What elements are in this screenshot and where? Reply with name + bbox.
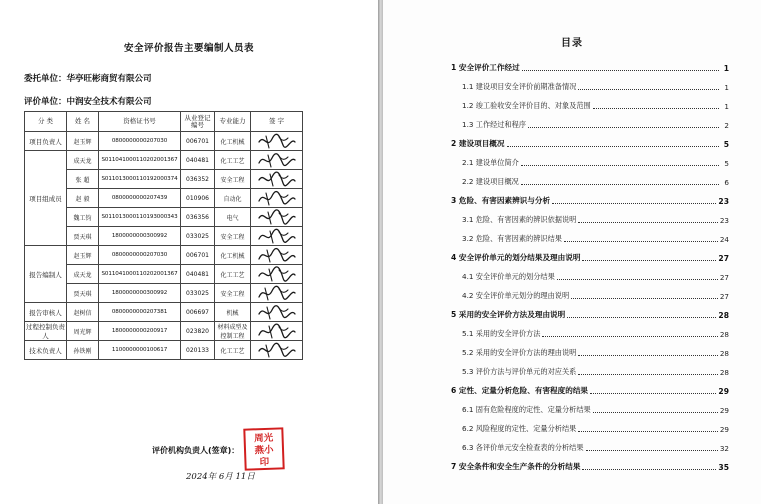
evaluation-unit: 评价单位：中润安全技术有限公司 bbox=[24, 97, 152, 107]
toc-page-number: 27 bbox=[719, 292, 729, 301]
toc-subsection-entry bbox=[451, 92, 729, 111]
toc-entry-text: 5 采用的安全评价方法及理由说明 bbox=[451, 310, 566, 319]
name-cell: 赵玉辉 bbox=[67, 132, 99, 151]
right-toc-page bbox=[383, 0, 761, 504]
toc-entry-text: 3.2 危险、有害因素的辨识结果 bbox=[462, 234, 562, 243]
seal-line-2: 燕小 bbox=[254, 444, 274, 457]
table-row bbox=[25, 227, 303, 246]
reg-cell: 040481 bbox=[181, 265, 215, 284]
reg-cell: 020133 bbox=[181, 341, 215, 360]
toc-page-number: 5 bbox=[723, 140, 729, 149]
date-year: 2024 bbox=[186, 472, 208, 482]
toc-subsection-entry bbox=[451, 225, 729, 244]
toc-page-number: 23 bbox=[719, 216, 729, 225]
toc-page-number: 32 bbox=[719, 444, 729, 453]
handwritten-signature bbox=[251, 189, 303, 208]
major-cell: 化工机械 bbox=[215, 132, 251, 151]
cert-cell: 0800000000207030 bbox=[99, 246, 181, 265]
table-row bbox=[25, 284, 303, 303]
left-document-page bbox=[0, 0, 378, 504]
toc-entry-text: 1.3 工作经过和程序 bbox=[462, 120, 527, 129]
table-row bbox=[25, 341, 303, 360]
toc-entry-text: 6.2 风险程度的定性、定量分析结果 bbox=[462, 424, 577, 433]
header-reg: 从业登记编号 bbox=[181, 112, 215, 132]
toc-leader-dots bbox=[582, 469, 716, 470]
toc-section-entry bbox=[451, 244, 729, 263]
toc-section-entry bbox=[451, 130, 729, 149]
cert-cell: 0800000000207439 bbox=[99, 189, 181, 208]
category-cell: 报告编制人 bbox=[25, 246, 67, 303]
toc-entry-text: 2 建设项目概况 bbox=[451, 139, 505, 148]
toc-leader-dots bbox=[528, 127, 719, 128]
category-cell: 项目负责人 bbox=[25, 132, 67, 151]
toc-page-number: 5 bbox=[724, 159, 729, 168]
toc-entry-text: 4.2 安全评价单元划分的理由说明 bbox=[462, 291, 570, 300]
major-cell: 安全工程 bbox=[215, 284, 251, 303]
signature-scribble-icon bbox=[255, 209, 299, 226]
major-cell: 化工工艺 bbox=[215, 341, 251, 360]
toc-subsection-entry bbox=[451, 339, 729, 358]
handwritten-signature bbox=[251, 284, 303, 303]
table-row bbox=[25, 322, 303, 341]
toc-subsection-entry bbox=[451, 415, 729, 434]
table-row bbox=[25, 170, 303, 189]
toc-entry-text: 1.2 竣工验收安全评价目的、对象及范围 bbox=[462, 101, 591, 110]
document-title: 安全评价报告主要编制人员表 bbox=[123, 43, 254, 54]
toc-section-entry bbox=[451, 301, 729, 320]
name-cell: 贾天琪 bbox=[67, 284, 99, 303]
toc-section-entry bbox=[451, 54, 729, 73]
toc-page-number: 27 bbox=[718, 254, 729, 263]
toc-page-number: 28 bbox=[719, 330, 729, 339]
toc-entry-text: 4.1 安全评价单元的划分结果 bbox=[462, 272, 555, 281]
handwritten-signature bbox=[251, 132, 303, 151]
date-day-suffix: 日 bbox=[246, 472, 255, 482]
toc-leader-dots bbox=[567, 317, 716, 318]
toc-leader-dots bbox=[521, 165, 719, 166]
toc-subsection-entry bbox=[451, 111, 729, 130]
reg-cell: 036352 bbox=[181, 170, 215, 189]
toc-entry-text: 7 安全条件和安全生产条件的分析结果 bbox=[451, 462, 581, 471]
header-cert: 资格证书号 bbox=[99, 112, 181, 132]
toc-page-number: 23 bbox=[718, 197, 729, 206]
cert-cell: S011013000110193000343 bbox=[99, 208, 181, 227]
toc-subsection-entry bbox=[451, 320, 729, 339]
toc-list bbox=[451, 54, 729, 472]
toc-section-entry bbox=[451, 187, 729, 206]
major-cell: 自动化 bbox=[215, 189, 251, 208]
toc-section-entry bbox=[451, 453, 729, 472]
table-header-row bbox=[25, 112, 303, 132]
cert-cell: 1800000000200917 bbox=[99, 322, 181, 341]
major-cell: 电气 bbox=[215, 208, 251, 227]
toc-leader-dots bbox=[593, 108, 719, 109]
toc-entry-text: 4 安全评价单元的划分结果及理由说明 bbox=[451, 253, 581, 262]
table-row bbox=[25, 208, 303, 227]
toc-page-number: 27 bbox=[719, 273, 729, 282]
handwritten-signature bbox=[251, 208, 303, 227]
cert-cell: S011013000110192000374 bbox=[99, 170, 181, 189]
handwritten-signature bbox=[251, 341, 303, 360]
toc-entry-text: 2.1 建设单位简介 bbox=[462, 158, 519, 167]
reg-cell: 033025 bbox=[181, 284, 215, 303]
toc-page-number: 28 bbox=[718, 311, 729, 320]
toc-leader-dots bbox=[522, 70, 719, 71]
date-year-suffix: 年 bbox=[207, 472, 217, 482]
table-row bbox=[25, 132, 303, 151]
seal-line-3: 印 bbox=[259, 456, 270, 469]
cert-cell: 0800000000207381 bbox=[99, 303, 181, 322]
toc-leader-dots bbox=[564, 241, 718, 242]
signature-scribble-icon bbox=[255, 152, 299, 169]
signature-scribble-icon bbox=[255, 304, 299, 321]
cert-cell: S011041000110202001367 bbox=[99, 151, 181, 170]
signature-scribble-icon bbox=[255, 323, 299, 340]
reg-cell: 040481 bbox=[181, 151, 215, 170]
handwritten-signature bbox=[251, 246, 303, 265]
date-month: 6 bbox=[218, 472, 225, 482]
reg-cell: 033025 bbox=[181, 227, 215, 246]
signature-scribble-icon bbox=[255, 247, 299, 264]
signature-scribble-icon bbox=[255, 133, 299, 150]
category-cell: 过程控制负责人 bbox=[26, 323, 65, 340]
signature-scribble-icon bbox=[255, 342, 299, 359]
toc-leader-dots bbox=[578, 374, 718, 375]
major-cell: 化工工艺 bbox=[215, 265, 251, 284]
toc-entry-text: 3 危险、有害因素辨识与分析 bbox=[451, 196, 551, 205]
staff-table bbox=[24, 111, 303, 360]
toc-page-number: 1 bbox=[724, 102, 729, 111]
signature-scribble-icon bbox=[255, 285, 299, 302]
toc-page-number: 28 bbox=[719, 349, 729, 358]
name-cell: 魏工钧 bbox=[67, 208, 99, 227]
signature-scribble-icon bbox=[255, 171, 299, 188]
reg-cell: 023820 bbox=[181, 322, 215, 341]
table-row bbox=[25, 265, 303, 284]
toc-entry-text: 6.1 固有危险程度的定性、定量分析结果 bbox=[462, 405, 591, 414]
toc-leader-dots bbox=[578, 89, 719, 90]
signature-scribble-icon bbox=[255, 266, 299, 283]
toc-subsection-entry bbox=[451, 358, 729, 377]
toc-page-number: 29 bbox=[719, 425, 729, 434]
handwritten-signature bbox=[251, 227, 303, 246]
toc-subsection-entry bbox=[451, 149, 729, 168]
toc-subsection-entry bbox=[451, 282, 729, 301]
toc-page-number: 1 bbox=[723, 64, 729, 73]
date-day: 11 bbox=[235, 472, 247, 482]
name-cell: 周光辉 bbox=[67, 322, 99, 341]
name-cell: 张 超 bbox=[67, 170, 99, 189]
toc-leader-dots bbox=[578, 355, 718, 356]
client-unit: 委托单位：华亭旺彬商贸有限公司 bbox=[24, 74, 152, 84]
toc-leader-dots bbox=[578, 222, 718, 223]
handwritten-signature bbox=[251, 151, 303, 170]
category-cell: 项目组成员 bbox=[25, 151, 67, 246]
handwritten-signature bbox=[251, 265, 303, 284]
toc-leader-dots bbox=[571, 298, 718, 299]
table-row bbox=[25, 189, 303, 208]
toc-page-number: 28 bbox=[719, 368, 729, 377]
toc-leader-dots bbox=[586, 450, 718, 451]
toc-entry-text: 1.1 建设项目安全评价前期准备情况 bbox=[462, 82, 577, 91]
toc-page-number: 29 bbox=[718, 387, 729, 396]
cert-cell: 1100000000100617 bbox=[99, 341, 181, 360]
category-cell: 报告审核人 bbox=[25, 303, 67, 322]
name-cell: 成天龙 bbox=[67, 265, 99, 284]
toc-entry-text: 5.3 评价方法与评价单元的对应关系 bbox=[462, 367, 577, 376]
staff-table-body bbox=[25, 132, 303, 360]
header-category: 分 类 bbox=[25, 112, 67, 132]
reg-cell: 006697 bbox=[181, 303, 215, 322]
major-cell: 安全工程 bbox=[215, 227, 251, 246]
signature-label: 评价机构负责人(签章)： bbox=[152, 446, 240, 455]
toc-leader-dots bbox=[542, 336, 717, 337]
toc-page-number: 29 bbox=[719, 406, 729, 415]
red-seal-stamp bbox=[243, 427, 284, 470]
table-row bbox=[25, 303, 303, 322]
toc-subsection-entry bbox=[451, 263, 729, 282]
handwritten-signature bbox=[251, 322, 303, 341]
major-cell: 材料成型及控制工程 bbox=[215, 322, 251, 341]
toc-entry-text: 6.3 各评价单元安全检查表的分析结果 bbox=[462, 443, 584, 452]
reg-cell: 010906 bbox=[181, 189, 215, 208]
toc-entry-text: 2.2 建设项目概况 bbox=[462, 177, 519, 186]
name-cell: 孙铁刚 bbox=[67, 341, 99, 360]
name-cell: 贾天琪 bbox=[67, 227, 99, 246]
cert-cell: 0800000000207030 bbox=[99, 132, 181, 151]
name-cell: 成天龙 bbox=[67, 151, 99, 170]
signature-scribble-icon bbox=[255, 228, 299, 245]
toc-subsection-entry bbox=[451, 168, 729, 187]
toc-entry-text: 5.2 采用的安全评价方法的理由说明 bbox=[462, 348, 577, 357]
name-cell: 赵树信 bbox=[67, 303, 99, 322]
handwritten-signature bbox=[251, 170, 303, 189]
toc-leader-dots bbox=[590, 393, 716, 394]
toc-leader-dots bbox=[593, 412, 718, 413]
cert-cell: 1800000000300992 bbox=[99, 284, 181, 303]
toc-entry-text: 6 定性、定量分析危险、有害程度的结果 bbox=[451, 386, 589, 395]
reg-cell: 036356 bbox=[181, 208, 215, 227]
toc-leader-dots bbox=[521, 184, 719, 185]
seal-line-1: 周光 bbox=[253, 432, 274, 445]
toc-leader-dots bbox=[578, 431, 718, 432]
toc-section-entry bbox=[451, 377, 729, 396]
toc-leader-dots bbox=[557, 279, 718, 280]
date-month-suffix: 月 bbox=[224, 472, 233, 482]
toc-subsection-entry bbox=[451, 396, 729, 415]
toc-page-number: 1 bbox=[724, 83, 729, 92]
toc-entry-text: 5.1 采用的安全评价方法 bbox=[462, 329, 541, 338]
toc-page-number: 2 bbox=[724, 121, 729, 130]
header-signature: 签 字 bbox=[251, 112, 303, 132]
toc-page-number: 35 bbox=[718, 463, 729, 472]
toc-entry-text: 3.1 危险、有害因素的辨识依据说明 bbox=[462, 215, 577, 224]
table-row bbox=[25, 151, 303, 170]
category-cell: 技术负责人 bbox=[25, 341, 67, 360]
name-cell: 赵玉辉 bbox=[67, 246, 99, 265]
toc-subsection-entry bbox=[451, 206, 729, 225]
toc-subsection-entry bbox=[451, 434, 729, 453]
toc-subsection-entry bbox=[451, 73, 729, 92]
cert-cell: S011041000110202001367 bbox=[99, 265, 181, 284]
major-cell: 机械 bbox=[215, 303, 251, 322]
major-cell: 化工机械 bbox=[215, 246, 251, 265]
signature-date bbox=[186, 470, 255, 482]
cert-cell: 1800000000300992 bbox=[99, 227, 181, 246]
name-cell: 赵 毅 bbox=[67, 189, 99, 208]
toc-leader-dots bbox=[582, 260, 716, 261]
major-cell: 安全工程 bbox=[215, 170, 251, 189]
header-name: 姓 名 bbox=[67, 112, 99, 132]
toc-entry-text: 1 安全评价工作经过 bbox=[451, 63, 520, 72]
toc-leader-dots bbox=[507, 146, 720, 147]
table-row bbox=[25, 246, 303, 265]
header-major: 专业能力 bbox=[215, 112, 251, 132]
toc-leader-dots bbox=[552, 203, 716, 204]
major-cell: 化工工艺 bbox=[215, 151, 251, 170]
reg-cell: 006701 bbox=[181, 246, 215, 265]
toc-page-number: 24 bbox=[719, 235, 729, 244]
handwritten-signature bbox=[251, 303, 303, 322]
reg-cell: 006701 bbox=[181, 132, 215, 151]
toc-title: 目录 bbox=[561, 38, 583, 49]
signature-scribble-icon bbox=[255, 190, 299, 207]
toc-page-number: 6 bbox=[724, 178, 729, 187]
